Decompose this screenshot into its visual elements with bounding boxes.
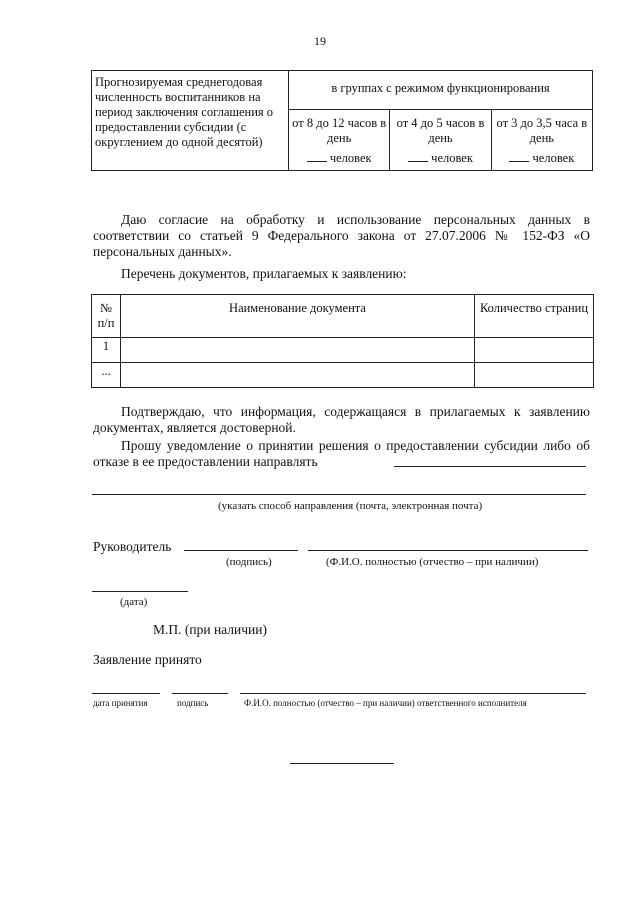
head-label: Руководитель (93, 539, 172, 554)
row-pages[interactable] (475, 363, 594, 388)
mode-unit-row (494, 150, 590, 166)
accepted-sign-line[interactable] (172, 693, 228, 694)
mode-unit: человек (329, 151, 372, 165)
stamp-label: М.П. (при наличии) (153, 622, 267, 637)
mode-unit-row (392, 150, 488, 166)
head-name-line[interactable] (308, 550, 588, 551)
method-inline-line[interactable] (394, 466, 586, 467)
row-name[interactable] (121, 338, 475, 363)
date-line[interactable] (92, 591, 188, 592)
accepted-date-line[interactable] (92, 693, 160, 694)
confirm-paragraph: Подтверждаю, что информация, содержащаяся в прилагаемых к заявлению документах, является достоверной. (93, 404, 590, 435)
head-signature-line[interactable] (184, 550, 298, 551)
accepted-date-hint: дата принятия (93, 698, 148, 708)
mode-cell-4-5 (390, 110, 491, 171)
accepted-name-line[interactable] (240, 693, 586, 694)
documents-header-name: Наименование документа (121, 295, 475, 338)
row-num: ... (92, 363, 121, 388)
capacity-table (91, 70, 593, 171)
capacity-group-header: в группах с режимом функционирования (289, 71, 593, 110)
count-blank[interactable] (408, 150, 428, 162)
row-name[interactable] (121, 363, 475, 388)
count-blank[interactable] (307, 150, 327, 162)
mode-unit: человек (431, 151, 473, 165)
documents-table (91, 294, 594, 388)
mode-unit-row (291, 150, 387, 166)
mode-title: от 8 до 12 часов в день (292, 116, 387, 145)
count-blank[interactable] (509, 150, 529, 162)
table-row (92, 363, 594, 388)
accepted-label: Заявление принято (93, 652, 202, 667)
mode-title: от 4 до 5 часов в день (396, 116, 485, 145)
request-paragraph: Прошу уведомление о принятии решения о предоставлении субсидии либо об отказе в ее предоставлении направлять (93, 438, 590, 469)
method-hint: (указать способ направления (почта, электронная почта) (218, 500, 483, 512)
mode-unit: человек (532, 151, 575, 165)
method-full-line[interactable] (92, 494, 586, 495)
page-number: 19 (314, 34, 326, 48)
consent-paragraph: Даю согласие на обработку и использование персональных данных в соответствии со статьей 9 Федерального закона от 27.07.2006 № 152-ФЗ «О персональных данных». (93, 212, 590, 259)
accepted-sign-hint: подпись (177, 698, 209, 708)
table-row (92, 338, 594, 363)
mode-cell-3-3.5 (491, 110, 592, 171)
documents-header-num: № п/п (92, 295, 121, 338)
capacity-left-header: Прогнозируемая среднегодовая численность воспитанников на период заключения соглашения о предоставлении субсидии (с округлением до одной десятой) (92, 71, 289, 171)
row-num: 1 (92, 338, 121, 363)
accepted-name-hint: Ф.И.О. полностью (отчество – при наличии) ответственного исполнителя (244, 698, 527, 708)
head-sign-hint: (подпись) (226, 556, 272, 568)
mode-cell-8-12 (289, 110, 390, 171)
head-name-hint: (Ф.И.О. полностью (отчество – при наличии) (326, 556, 539, 568)
date-hint: (дата) (120, 596, 148, 608)
documents-header-pages: Количество страниц (475, 295, 594, 338)
documents-list-label: Перечень документов, прилагаемых к заявлению: (121, 266, 407, 281)
end-divider (290, 763, 394, 764)
row-pages[interactable] (475, 338, 594, 363)
mode-title: от 3 до 3,5 часа в день (496, 116, 588, 145)
